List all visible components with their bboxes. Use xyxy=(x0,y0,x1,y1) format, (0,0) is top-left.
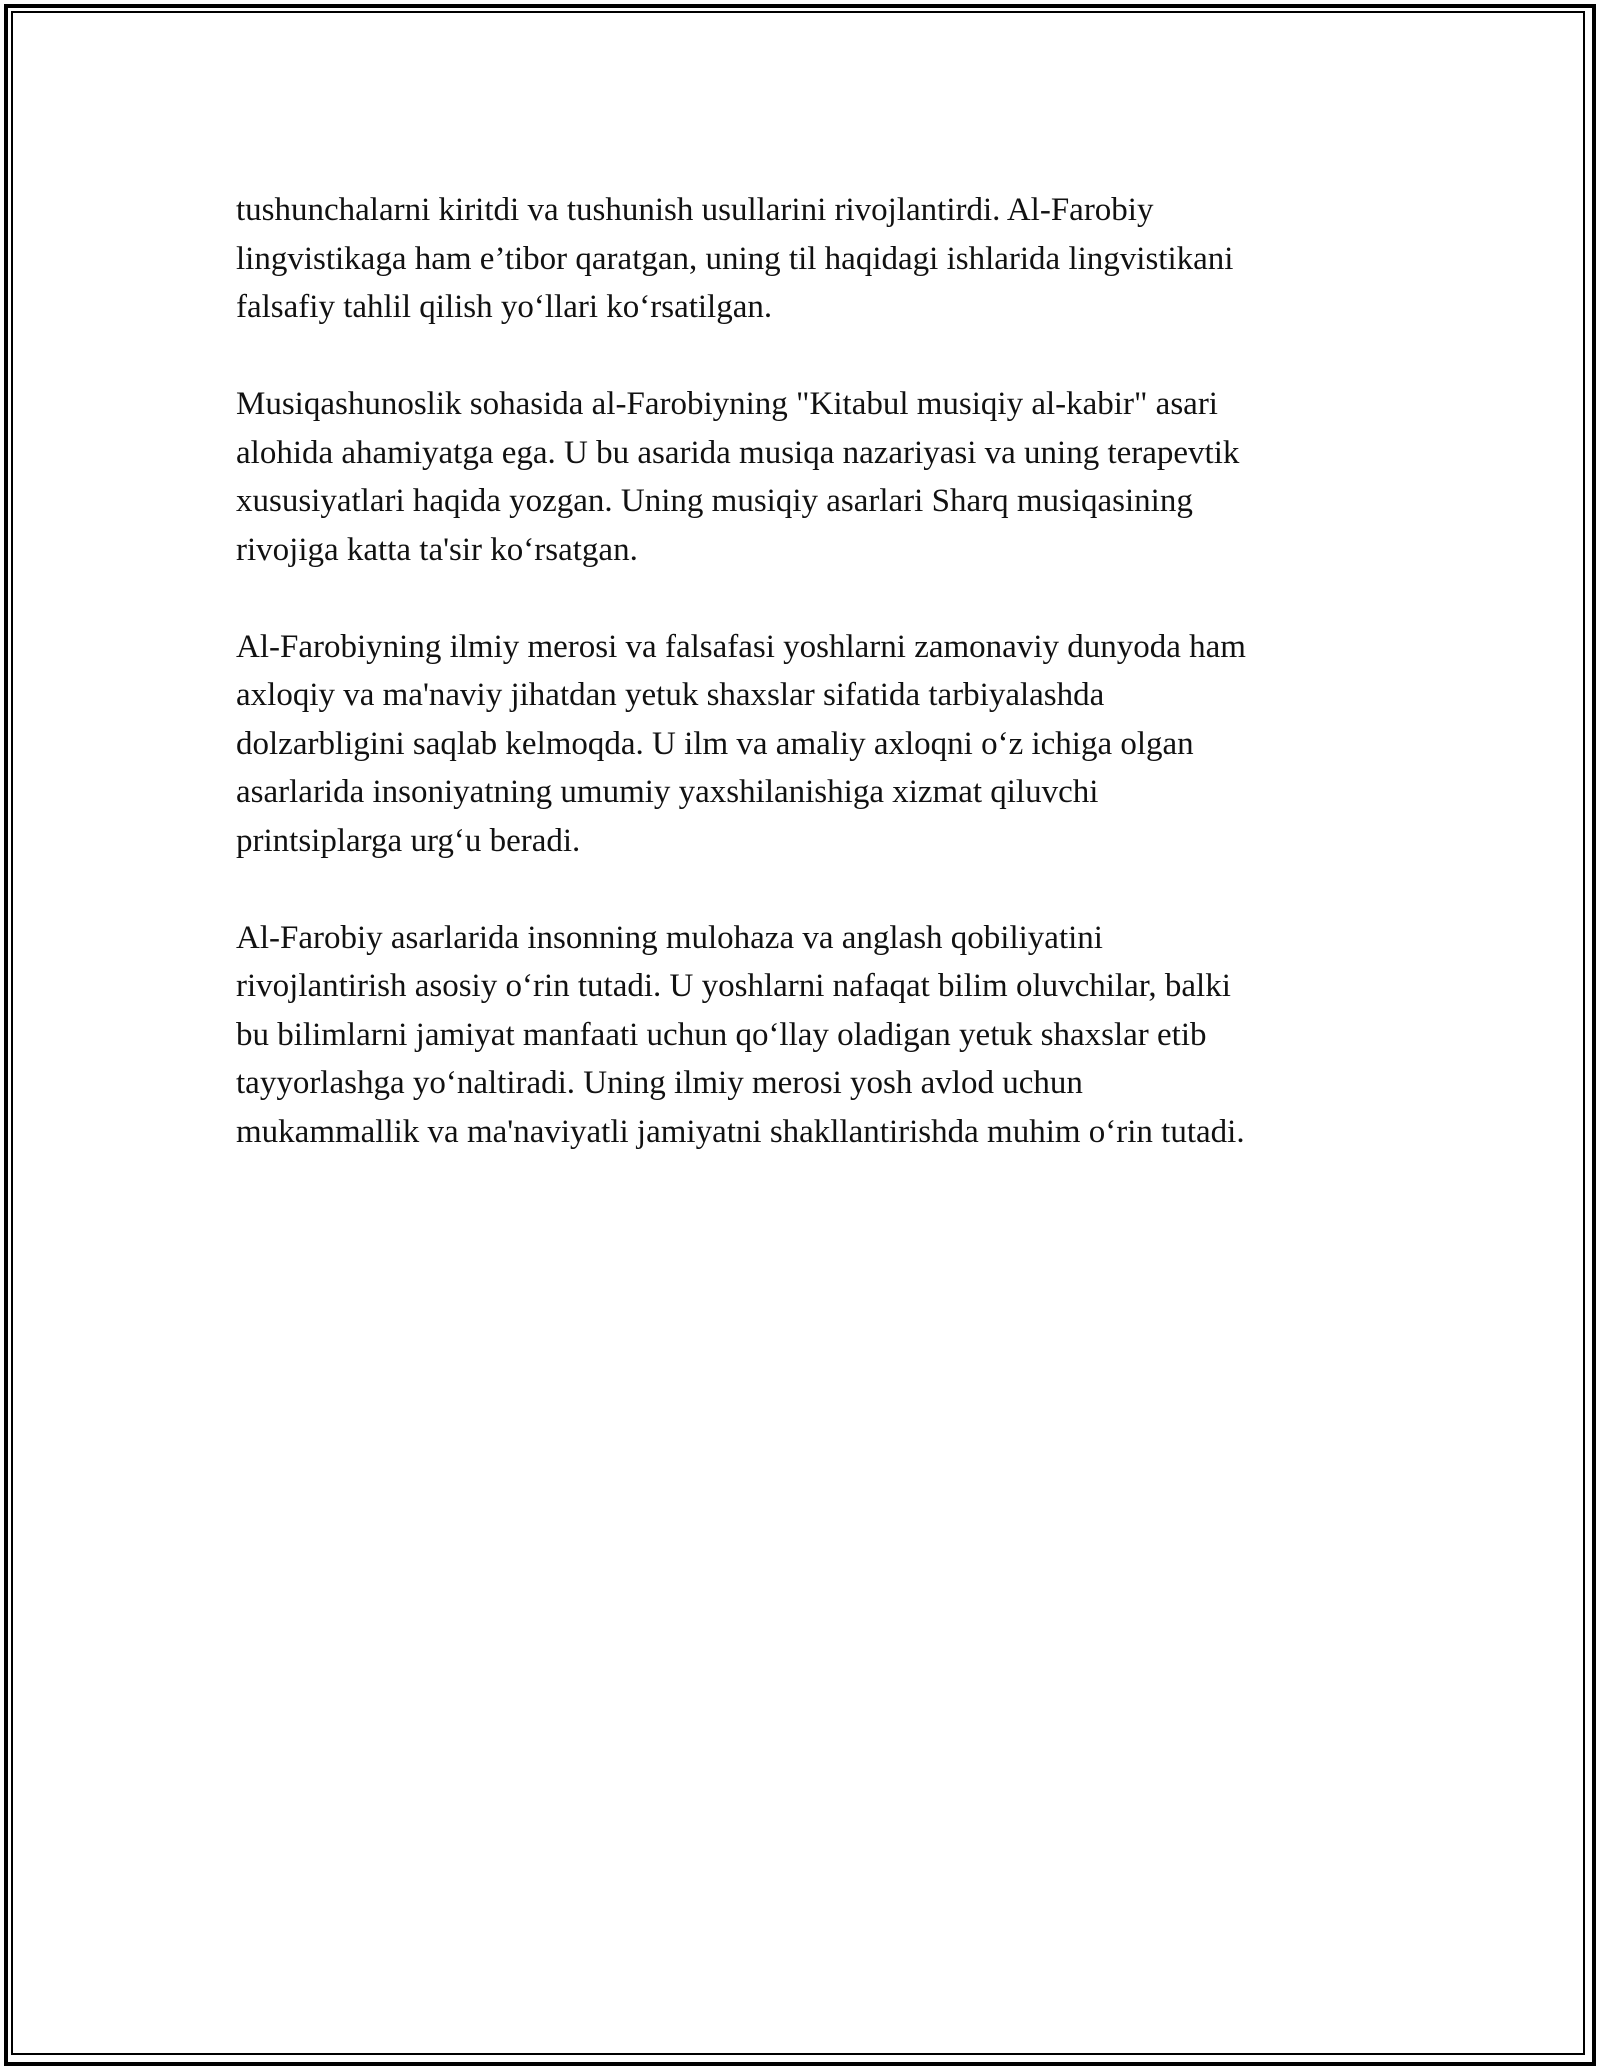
paragraph-4: Al-Farobiy asarlarida insonning mulohaza va anglash qobiliyatini rivojlantirish asosiy o‘rin tutadi. U yoshlarni nafaqat bilim oluvchilar, balki bu bilimlarni jamiyat manfaati uchun qo‘llay oladigan yetuk shaxslar etib tayyorlashga yo‘naltiradi. Uning ilmiy merosi yosh avlod uchun mukammallik va ma'naviyatli jamiyatni shakllantirishda muhim o‘rin tutadi. xyxy=(236,919,1245,1150)
paragraph-1: tushunchalarni kiritdi va tushunish usullarini rivojlantirdi. Al-Farobiy lingvistikaga ham e’tibor qaratgan, uning til haqidagi ishlarida lingvistikani falsafiy tahlil qilish yo‘llari ko‘rsatilgan. xyxy=(236,192,1234,325)
paragraph-3: Al-Farobiyning ilmiy merosi va falsafasi yoshlarni zamonaviy dunyoda ham axloqiy va ma'naviy jihatdan yetuk shaxslar sifatida tarbiyalashda dolzarbligini saqlab kelmoqda. U ilm va amaliy axloqni o‘z ichiga olgan asarlarida insoniyatning umumiy yaxshilanishiga xizmat qiluvchi printsiplarga urg‘u beradi. xyxy=(236,628,1246,859)
document-body xyxy=(236,186,1376,1205)
paragraph-2: Musiqashunoslik sohasida al-Farobiyning "Kitabul musiqiy al-kabir" asari alohida ahamiyatga ega. U bu asarida musiqa nazariyasi va uning terapevtik xususiyatlari haqida yozgan. Uning musiqiy asarlari Sharq musiqasining rivojiga katta ta'sir ko‘rsatgan. xyxy=(236,386,1240,568)
